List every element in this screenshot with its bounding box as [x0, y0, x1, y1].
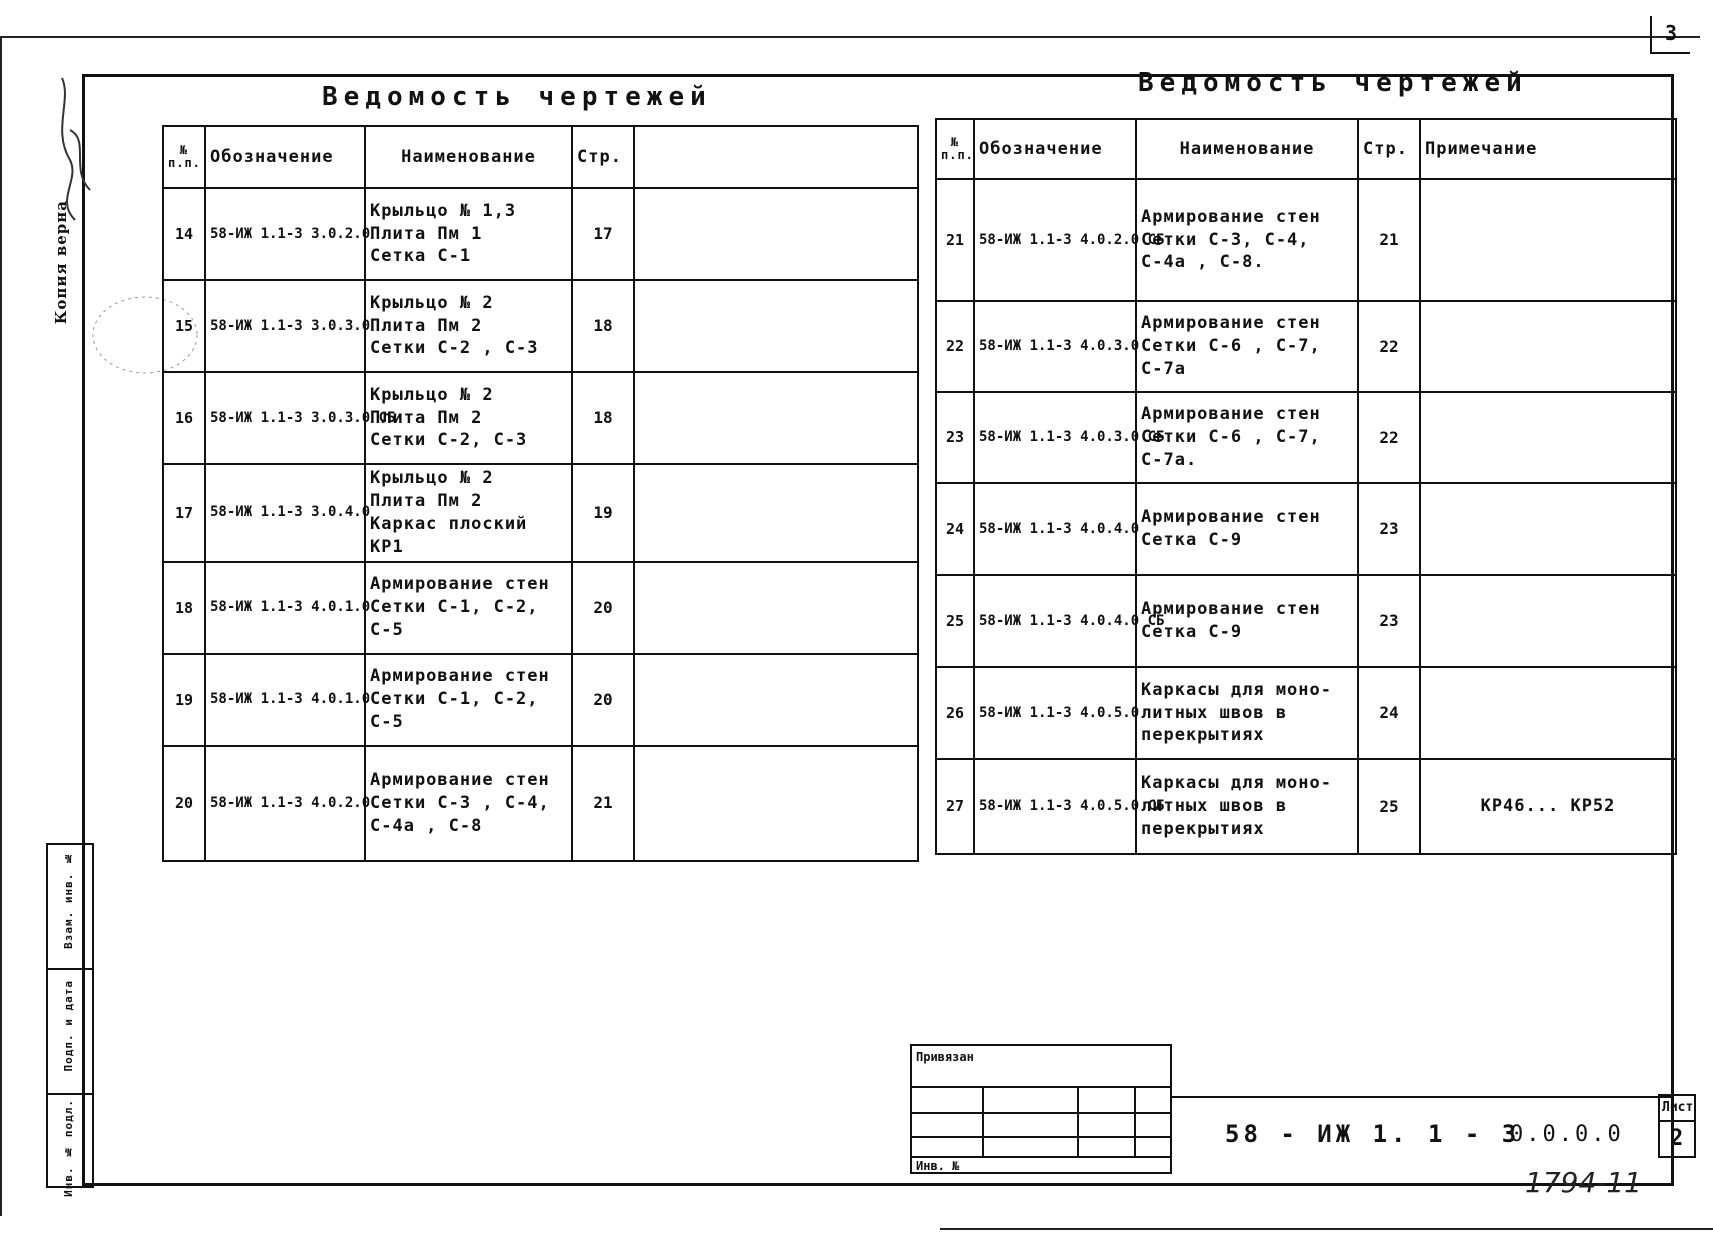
row-name: Крыльцо № 2 Плита Пм 2 Сетки С-2 , С-3	[365, 280, 572, 372]
row-code: 58-ИЖ 1.1-3 3.0.3.0 СБ	[205, 372, 365, 464]
row-page: 23	[1358, 483, 1420, 575]
stamp-line	[912, 1086, 1170, 1088]
row-num: 17	[163, 464, 205, 562]
document-number: 0.0.0.0	[1510, 1122, 1624, 1147]
list-label: Лист	[1662, 1100, 1694, 1115]
row-code: 58-ИЖ 1.1-3 3.0.2.0	[205, 188, 365, 280]
row-num: 25	[936, 575, 974, 667]
side-stamp	[46, 843, 94, 1197]
right-table-title: Ведомость чертежей	[1138, 68, 1528, 98]
side-label-replace-inv: Взам. инв. №	[62, 851, 75, 949]
row-page: 23	[1358, 575, 1420, 667]
header-name: Наименование	[365, 126, 572, 188]
row-code: 58-ИЖ 1.1-3 4.0.4.0	[974, 483, 1136, 575]
row-name: Армирование стен Сетки С-1, С-2, С-5	[365, 654, 572, 746]
stamp-line	[982, 1086, 984, 1156]
table-row	[936, 575, 1676, 667]
row-note	[634, 372, 918, 464]
row-num: 18	[163, 562, 205, 654]
row-page: 22	[1358, 301, 1420, 392]
row-num: 15	[163, 280, 205, 372]
left-table-title: Ведомость чертежей	[322, 82, 712, 112]
row-code: 58-ИЖ 1.1-3 4.0.2.0 СБ	[974, 179, 1136, 301]
header-note	[634, 126, 918, 188]
stamp-line	[912, 1136, 1170, 1138]
row-page: 20	[572, 654, 634, 746]
row-code: 58-ИЖ 1.1-3 4.0.4.0 СБ	[974, 575, 1136, 667]
row-num: 14	[163, 188, 205, 280]
row-code: 58-ИЖ 1.1-3 4.0.3.0 СБ	[974, 392, 1136, 483]
signature-seal-icon	[50, 70, 160, 320]
row-note: КР46... КР52	[1420, 759, 1676, 854]
right-header-row	[936, 119, 1676, 179]
table-row	[163, 372, 918, 464]
stamp-line	[1077, 1086, 1079, 1156]
row-num: 22	[936, 301, 974, 392]
header-page: Стр.	[1358, 119, 1420, 179]
row-num: 23	[936, 392, 974, 483]
stamp-privyazan-label: Привязан	[916, 1050, 974, 1064]
row-code: 58-ИЖ 1.1-3 3.0.4.0	[205, 464, 365, 562]
copy-certified-label: Копия верна	[52, 200, 70, 325]
list-box-divider	[1660, 1120, 1694, 1122]
row-code: 58-ИЖ 1.1-3 4.0.1.0	[205, 654, 365, 746]
sheet-number: 3	[1650, 16, 1690, 54]
table-row	[936, 179, 1676, 301]
row-code: 58-ИЖ 1.1-3 4.0.5.0 СБ	[974, 759, 1136, 854]
row-code: 58-ИЖ 1.1-3 4.0.5.0	[974, 667, 1136, 759]
row-num: 16	[163, 372, 205, 464]
row-note	[634, 654, 918, 746]
table-row	[163, 562, 918, 654]
table-row	[163, 188, 918, 280]
row-name: Армирование стен Сетка С-9	[1136, 575, 1358, 667]
table-row	[936, 667, 1676, 759]
row-page: 18	[572, 372, 634, 464]
row-page: 19	[572, 464, 634, 562]
title-block-line	[1172, 1096, 1672, 1098]
row-note	[634, 280, 918, 372]
row-name: Армирование стен Сетки С-1, С-2, С-5	[365, 562, 572, 654]
table-row	[936, 301, 1676, 392]
row-page: 25	[1358, 759, 1420, 854]
table-row	[163, 464, 918, 562]
side-cell-inventory	[48, 1095, 92, 1197]
left-header-row	[163, 126, 918, 188]
row-name: Армирование стен Сетки С-3, С-4, С-4а , С-8.	[1136, 179, 1358, 301]
row-page: 21	[572, 746, 634, 861]
binding-stamp	[910, 1044, 1172, 1174]
side-cell-signature	[48, 970, 92, 1095]
header-page: Стр.	[572, 126, 634, 188]
row-page: 21	[1358, 179, 1420, 301]
right-drawings-table	[935, 118, 1677, 855]
row-num: 26	[936, 667, 974, 759]
bottom-edge-line	[940, 1228, 1713, 1230]
row-page: 17	[572, 188, 634, 280]
header-note: Примечание	[1420, 119, 1676, 179]
row-name: Каркасы для моно- литных швов в перекрытиях	[1136, 667, 1358, 759]
row-note	[634, 464, 918, 562]
row-num: 19	[163, 654, 205, 746]
header-name: Наименование	[1136, 119, 1358, 179]
header-num: № п.п.	[163, 126, 205, 188]
table-row	[936, 392, 1676, 483]
row-note	[634, 562, 918, 654]
row-num: 21	[936, 179, 974, 301]
header-code: Обозначение	[974, 119, 1136, 179]
stamp-line	[912, 1156, 1170, 1158]
header-code: Обозначение	[205, 126, 365, 188]
stamp-line	[912, 1112, 1170, 1114]
row-page: 22	[1358, 392, 1420, 483]
row-page: 24	[1358, 667, 1420, 759]
row-name: Крыльцо № 2 Плита Пм 2 Сетки С-2, С-3	[365, 372, 572, 464]
stamp-line	[1134, 1086, 1136, 1156]
header-num: № п.п.	[936, 119, 974, 179]
row-note	[1420, 301, 1676, 392]
side-cell-replacement	[48, 845, 92, 970]
row-code: 58-ИЖ 1.1-3 4.0.3.0	[974, 301, 1136, 392]
row-note	[1420, 483, 1676, 575]
stamp-inv-label: Инв. №	[916, 1159, 960, 1173]
row-note	[1420, 392, 1676, 483]
row-code: 58-ИЖ 1.1-3 4.0.2.0	[205, 746, 365, 861]
row-name: Армирование стен Сетки С-6 , С-7, С-7а.	[1136, 392, 1358, 483]
row-num: 20	[163, 746, 205, 861]
list-number: 2	[1670, 1126, 1684, 1151]
row-note	[1420, 179, 1676, 301]
row-code: 58-ИЖ 1.1-3 3.0.3.0	[205, 280, 365, 372]
table-row	[163, 280, 918, 372]
table-row	[163, 746, 918, 861]
row-code: 58-ИЖ 1.1-3 4.0.1.0	[205, 562, 365, 654]
document-code: 58 - ИЖ 1. 1 - 3	[1225, 1120, 1521, 1148]
table-row	[936, 759, 1676, 854]
row-page: 18	[572, 280, 634, 372]
row-num: 24	[936, 483, 974, 575]
table-row	[936, 483, 1676, 575]
row-num: 27	[936, 759, 974, 854]
table-row	[163, 654, 918, 746]
row-name: Армирование стен Сетки С-6 , С-7, С-7а	[1136, 301, 1358, 392]
side-label-sign-date: Подп. и дата	[62, 980, 75, 1072]
left-drawings-table	[162, 125, 919, 862]
row-name: Армирование стен Сетки С-3 , С-4, С-4а , С-8	[365, 746, 572, 861]
row-name: Армирование стен Сетка С-9	[1136, 483, 1358, 575]
row-note	[1420, 667, 1676, 759]
side-label-inv-original: Инв. № подл.	[62, 1099, 75, 1197]
row-name: Каркасы для моно- литных швов в перекрытиях	[1136, 759, 1358, 854]
handwritten-number: 1794-11	[1525, 1166, 1642, 1199]
row-note	[1420, 575, 1676, 667]
row-note	[634, 188, 918, 280]
row-name: Крыльцо № 2 Плита Пм 2 Каркас плоский КР1	[365, 464, 572, 562]
list-box	[1658, 1094, 1696, 1158]
row-page: 20	[572, 562, 634, 654]
row-note	[634, 746, 918, 861]
row-name: Крыльцо № 1,3 Плита Пм 1 Сетка С-1	[365, 188, 572, 280]
